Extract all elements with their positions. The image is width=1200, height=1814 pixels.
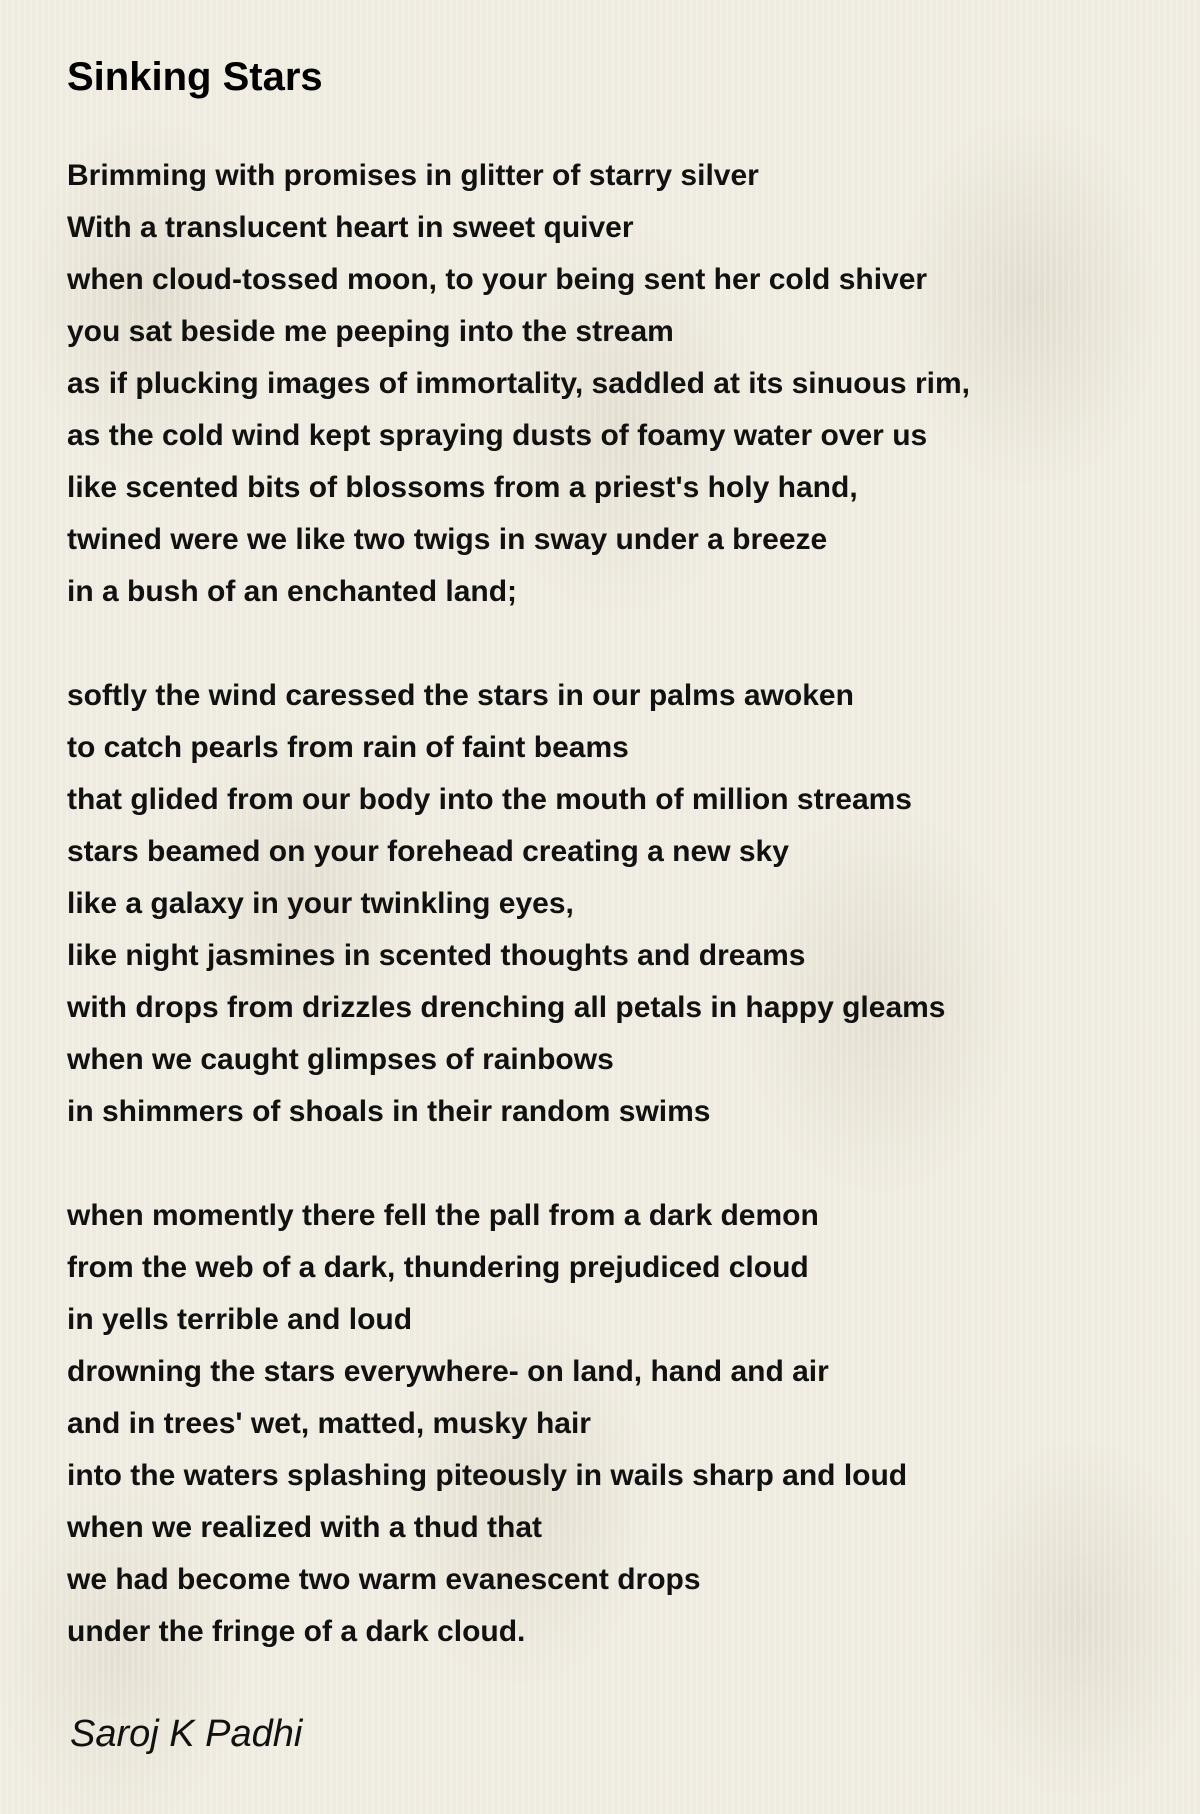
stanza-2 [67, 670, 1167, 1138]
poem-line: that glided from our body into the mouth of million streams [67, 783, 912, 816]
poem-line: when we caught glimpses of rainbows [67, 1043, 614, 1076]
stanza-gap [67, 618, 1167, 670]
poem-line: like a galaxy in your twinkling eyes, [67, 887, 574, 920]
poem-line: in shimmers of shoals in their random swims [67, 1095, 711, 1128]
poem-line: when cloud-tossed moon, to your being sent her cold shiver [67, 263, 928, 296]
poem-line: into the waters splashing piteously in wails sharp and loud [67, 1459, 908, 1492]
poem-line: to catch pearls from rain of faint beams [67, 731, 629, 764]
poem-line: stars beamed on your forehead creating a new sky [67, 835, 789, 868]
stanza-3 [67, 1190, 1167, 1658]
poem-line: as the cold wind kept spraying dusts of foamy water over us [67, 419, 928, 452]
poem-line: as if plucking images of immortality, saddled at its sinuous rim, [67, 367, 970, 400]
poem-line: twined were we like two twigs in sway under a breeze [67, 523, 828, 556]
poem-line: we had become two warm evanescent drops [67, 1563, 701, 1596]
poem-line: in yells terrible and loud [67, 1303, 413, 1336]
poem-title: Sinking Stars [67, 55, 323, 99]
poem-line: when we realized with a thud that [67, 1511, 543, 1544]
poem-line: you sat beside me peeping into the stream [67, 315, 674, 348]
poem-line: Brimming with promises in glitter of starry silver [67, 159, 759, 192]
poem-line: under the fringe of a dark cloud. [67, 1615, 526, 1648]
poem-line: like scented bits of blossoms from a priest's holy hand, [67, 471, 858, 504]
stanza-1 [67, 150, 1167, 618]
poem-author: Saroj K Padhi [70, 1713, 303, 1755]
poem-line: drowning the stars everywhere- on land, hand and air [67, 1355, 829, 1388]
poem-line: in a bush of an enchanted land; [67, 575, 518, 608]
poem-line: and in trees' wet, matted, musky hair [67, 1407, 591, 1440]
poem-line: from the web of a dark, thundering prejudiced cloud [67, 1251, 809, 1284]
poem-body [67, 150, 1167, 1658]
stanza-gap [67, 1138, 1167, 1190]
poem-line: like night jasmines in scented thoughts and dreams [67, 939, 806, 972]
poem-line: with drops from drizzles drenching all petals in happy gleams [67, 991, 946, 1024]
poem-line: With a translucent heart in sweet quiver [67, 211, 634, 244]
poem-line: when momently there fell the pall from a dark demon [67, 1199, 819, 1232]
poem-line: softly the wind caressed the stars in our palms awoken [67, 679, 854, 712]
